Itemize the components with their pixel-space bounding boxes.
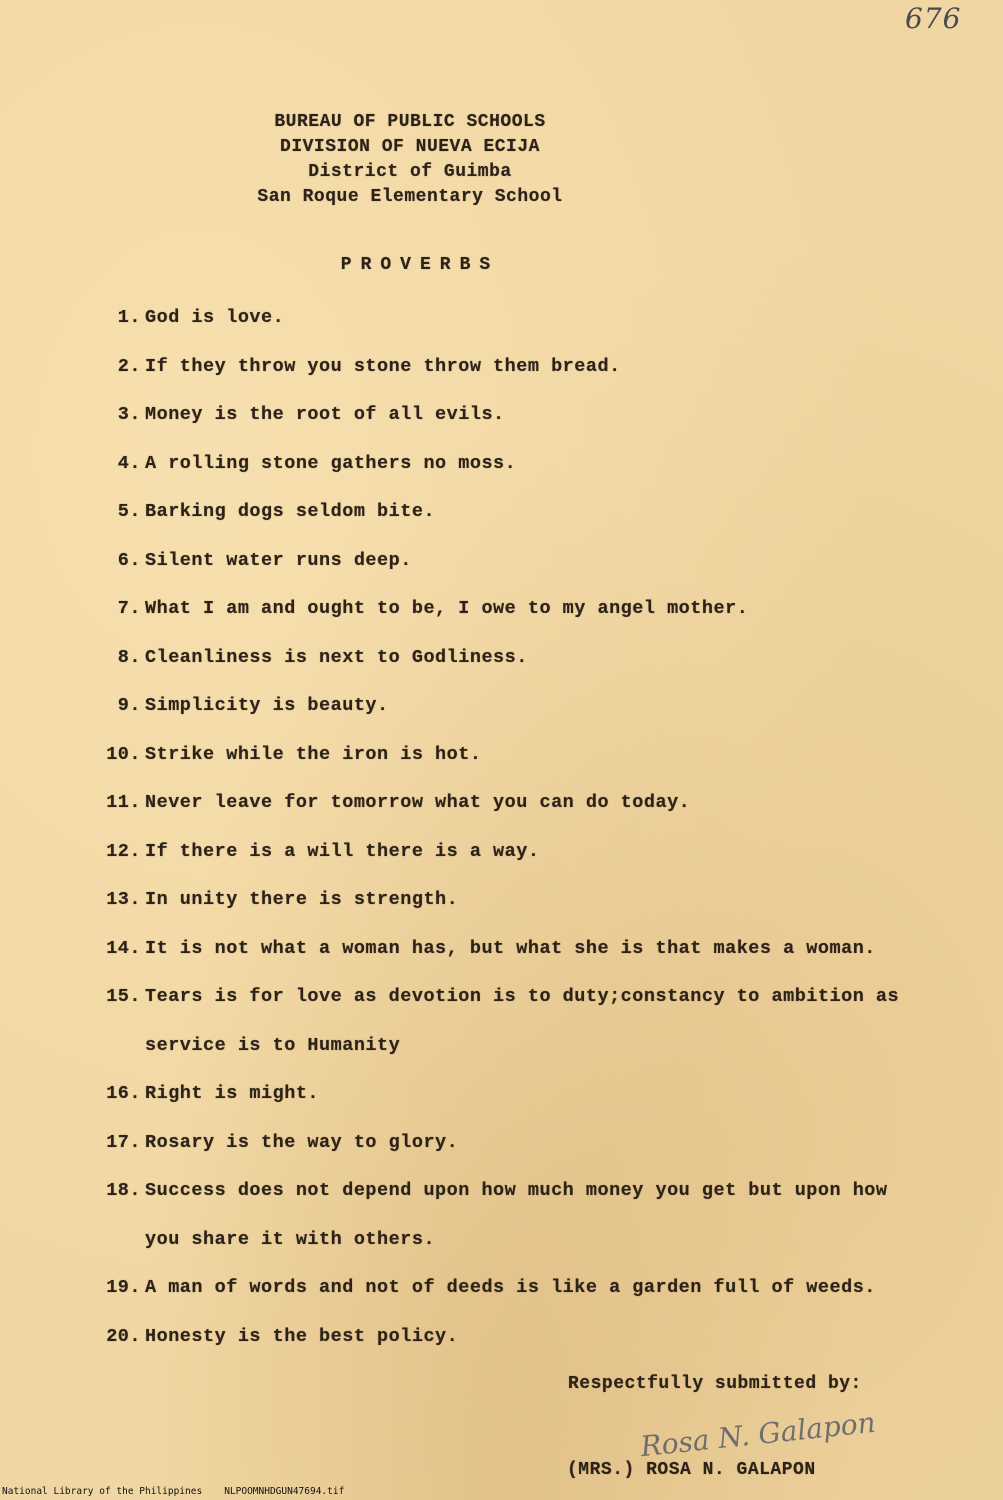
list-item — [0, 931, 1003, 980]
list-item — [0, 446, 1003, 495]
item-number: 4. — [117, 452, 141, 474]
item-text: God is love. — [145, 307, 285, 328]
item-text: If there is a will there is a way. — [145, 840, 540, 862]
item-number: 1. — [117, 307, 141, 328]
item-text: Rosary is the way to glory. — [145, 1131, 459, 1153]
list-item — [0, 785, 1003, 834]
list-item — [0, 300, 1003, 349]
proverb-list — [0, 300, 1003, 1367]
page-number: 676 — [905, 2, 962, 35]
item-text: Simplicity is beauty. — [145, 695, 389, 716]
header-bureau: BUREAU OF PUBLIC SCHOOLS — [274, 112, 546, 132]
item-text: A man of words and not of deeds is like a garden full of weeds. — [145, 1277, 876, 1298]
header-school: San Roque Elementary School — [257, 187, 563, 207]
item-number: 10. — [106, 743, 141, 765]
item-text: If they throw you stone throw them bread. — [145, 355, 621, 377]
item-number: 19. — [106, 1277, 141, 1298]
list-item — [0, 688, 1003, 737]
item-number: 11. — [106, 792, 141, 813]
item-number: 6. — [117, 549, 141, 571]
item-text: Strike while the iron is hot. — [145, 743, 482, 765]
list-item — [0, 349, 1003, 398]
item-text: Honesty is the best policy. — [145, 1325, 459, 1347]
list-item — [0, 494, 1003, 543]
closing-line: Respectfully submitted by: — [568, 1374, 862, 1394]
item-text: Money is the root of all evils. — [145, 404, 505, 425]
footer-library: National Library of the Philippines — [2, 1486, 203, 1497]
footer-filename: NLPOOMNHDGUN47694.tif — [224, 1486, 345, 1497]
list-item — [0, 543, 1003, 592]
header-division: DIVISION OF NUEVA ECIJA — [280, 137, 540, 157]
item-text: Tears is for love as devotion is to duty;constancy to ambition as service is to Humanity — [145, 986, 900, 1056]
signer-name: (MRS.) ROSA N. GALAPON — [567, 1460, 816, 1480]
item-number: 5. — [117, 501, 141, 522]
list-item — [0, 737, 1003, 786]
list-item — [0, 979, 1003, 1076]
item-text: Right is might. — [145, 1083, 320, 1104]
item-number: 17. — [106, 1131, 141, 1153]
item-number: 3. — [117, 404, 141, 425]
list-item — [0, 397, 1003, 446]
item-number: 13. — [106, 889, 141, 910]
item-text: Never leave for tomorrow what you can do today. — [145, 792, 691, 813]
list-item — [0, 882, 1003, 931]
list-item — [0, 591, 1003, 640]
list-item — [0, 834, 1003, 883]
item-number: 8. — [117, 646, 141, 668]
item-number: 18. — [106, 1180, 141, 1201]
item-number: 12. — [106, 840, 141, 862]
item-number: 7. — [117, 598, 141, 619]
item-text: Barking dogs seldom bite. — [145, 501, 436, 522]
page-title: PROVERBS — [340, 255, 500, 275]
item-number: 14. — [106, 937, 141, 959]
item-number: 16. — [106, 1083, 141, 1104]
item-number: 20. — [106, 1325, 141, 1347]
item-text: Success does not depend upon how much money you get but upon how you share it with others. — [145, 1180, 888, 1250]
item-text: It is not what a woman has, but what she is that makes a woman. — [145, 937, 876, 959]
document-header — [160, 110, 660, 210]
item-text: What I am and ought to be, I owe to my angel mother. — [145, 598, 749, 619]
list-item — [0, 1270, 1003, 1319]
item-text: A rolling stone gathers no moss. — [145, 452, 517, 474]
archive-footer — [2, 1486, 344, 1497]
header-district: District of Guimba — [308, 162, 512, 182]
item-number: 15. — [106, 986, 141, 1007]
list-item — [0, 1173, 1003, 1270]
list-item — [0, 1319, 1003, 1368]
handwritten-signature: Rosa N. Galapon — [638, 1405, 878, 1464]
list-item — [0, 1076, 1003, 1125]
item-number: 2. — [117, 355, 141, 377]
list-item — [0, 640, 1003, 689]
item-text: Silent water runs deep. — [145, 549, 412, 571]
list-item — [0, 1125, 1003, 1174]
item-text: In unity there is strength. — [145, 889, 459, 910]
item-number: 9. — [117, 695, 141, 716]
item-text: Cleanliness is next to Godliness. — [145, 646, 528, 668]
